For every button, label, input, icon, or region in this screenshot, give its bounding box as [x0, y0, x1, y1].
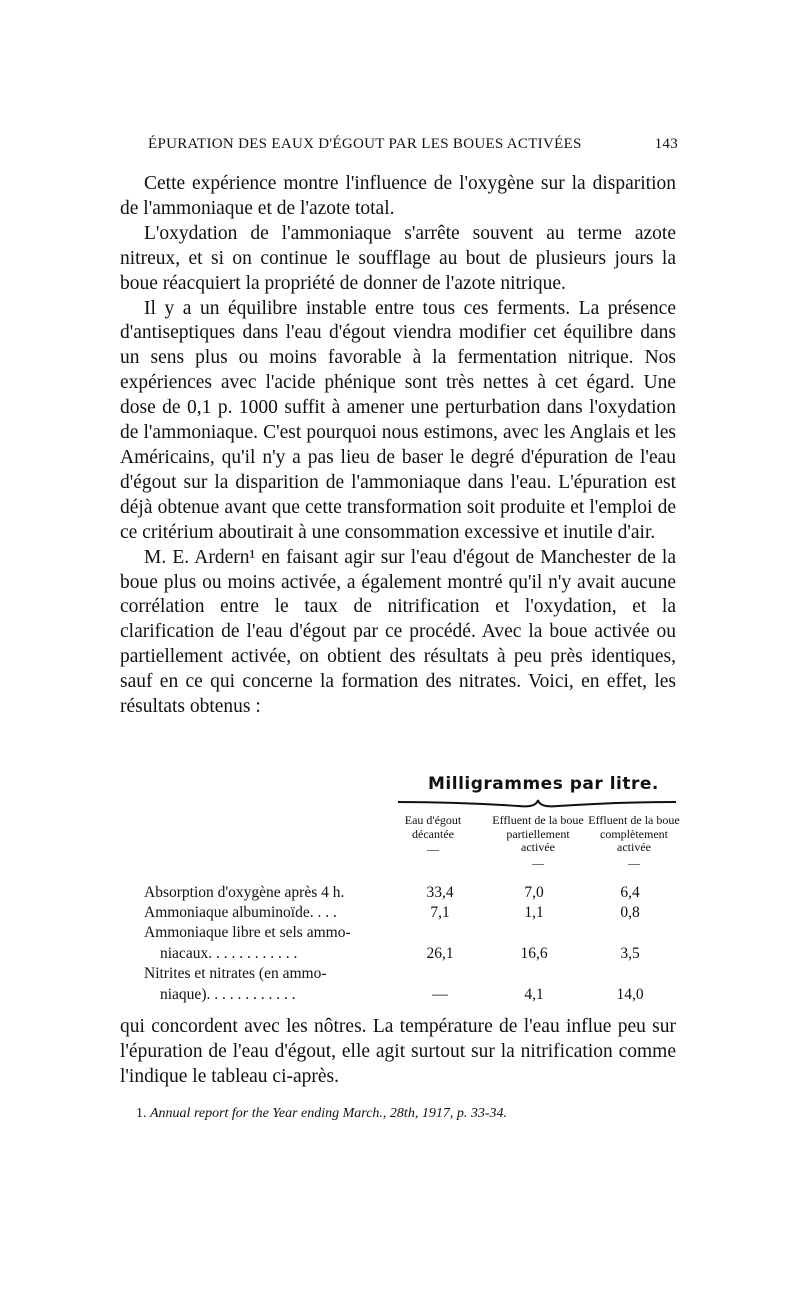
- column-dash: —: [427, 842, 439, 856]
- closing-paragraph: qui concordent avec les nôtres. La température de l'eau influe peu sur l'épuration de l'eau d'égout, elle agit surtout sur la nitrification comme l'indique le tableau ci-après.: [120, 1016, 676, 1087]
- table-brace: [398, 798, 676, 810]
- column-header-partial: [490, 814, 586, 870]
- row-label: Ammoniaque libre et sels ammo-: [144, 924, 351, 941]
- column-dash: —: [532, 855, 544, 870]
- footnote: [136, 1106, 507, 1122]
- column-header-eau-label: Eau d'égout décantée: [404, 813, 462, 841]
- page-number: 143: [654, 136, 678, 152]
- cell-value: 4,1: [524, 986, 544, 1003]
- cell-value: 33,4: [426, 884, 454, 901]
- cell-value: 14,0: [616, 986, 644, 1003]
- closing-text: [120, 1014, 676, 1089]
- cell-value: 3,5: [620, 945, 640, 962]
- row-label: niaque). . . . . . . . . . . .: [160, 986, 296, 1003]
- column-dash: —: [628, 855, 640, 870]
- cell-value: 16,6: [520, 945, 548, 962]
- row-label: Absorption d'oxygène après 4 h.: [144, 884, 345, 901]
- cell-value: 7,0: [524, 884, 544, 901]
- running-title: ÉPURATION DES EAUX D'ÉGOUT PAR LES BOUES ACTIVÉES: [148, 136, 582, 152]
- paragraph-1: Cette expérience montre l'influence de l'oxygène sur la disparition de l'ammoniaque et de l'azote total.: [120, 173, 676, 219]
- cell-value: 26,1: [426, 945, 454, 962]
- column-header-eau: [388, 814, 478, 857]
- column-header-complete-label: Effluent de la boue complètement activée: [588, 813, 680, 854]
- cell-value: 0,8: [620, 904, 640, 921]
- column-header-complete: [586, 814, 682, 870]
- footnote-number: 1.: [136, 1106, 147, 1121]
- footnote-text: Annual report for the Year ending March., 28th, 1917, p. 33-34.: [150, 1106, 507, 1121]
- row-label: niacaux. . . . . . . . . . . .: [160, 945, 298, 962]
- body-text: [120, 172, 676, 720]
- table-caption: Milligrammes par litre.: [428, 774, 659, 794]
- cell-value: 6,4: [620, 884, 640, 901]
- cell-value: 1,1: [524, 904, 544, 921]
- cell-value: 7,1: [430, 904, 450, 921]
- paragraph-3: Il y a un équilibre instable entre tous ces ferments. La présence d'antiseptiques dans l'eau d'égout viendra modifier cet équilibre dans un sens plus ou moins favorable à la fermentation nitrique. Nos expériences avec l'acide phénique sont très nettes à cet égard. Une dose de 0,1 p. 1000 suffit à amener une perturbation dans l'oxydation de l'ammoniaque. C'est pourquoi nous estimons, avec les Anglais et les Américains, qu'il n'y a pas lieu de baser le degré d'épuration de l'eau d'égout sur la disparition de l'ammoniaque dans l'eau. L'épuration est déjà obtenue avant que cette transformation soit produite et l'emploi de ce critérium aboutirait à une consommation excessive et inutile d'air.: [120, 297, 676, 543]
- cell-value: —: [432, 986, 448, 1003]
- row-label: Ammoniaque albuminoïde. . . .: [144, 904, 337, 921]
- column-header-partial-label: Effluent de la boue partiellement activée: [492, 813, 584, 854]
- paragraph-2: L'oxydation de l'ammoniaque s'arrête souvent au terme azote nitreux, et si on continue le soufflage au bout de plusieurs jours la boue réacquiert la propriété de donner de l'azote nitrique.: [120, 222, 676, 294]
- row-label: Nitrites et nitrates (en ammo-: [144, 965, 327, 982]
- paragraph-4: M. E. Ardern¹ en faisant agir sur l'eau d'égout de Manchester de la boue plus ou moins activée, a également montré qu'il n'y avait aucune corrélation entre le taux de nitrification et l'oxydation, et la clarification de l'eau d'égout par ce procédé. Avec la boue activée ou partiellement activée, on obtient des résultats à peu près identiques, sauf en ce qui concerne la formation des nitrates. Voici, en effet, les résultats obtenus :: [120, 546, 676, 718]
